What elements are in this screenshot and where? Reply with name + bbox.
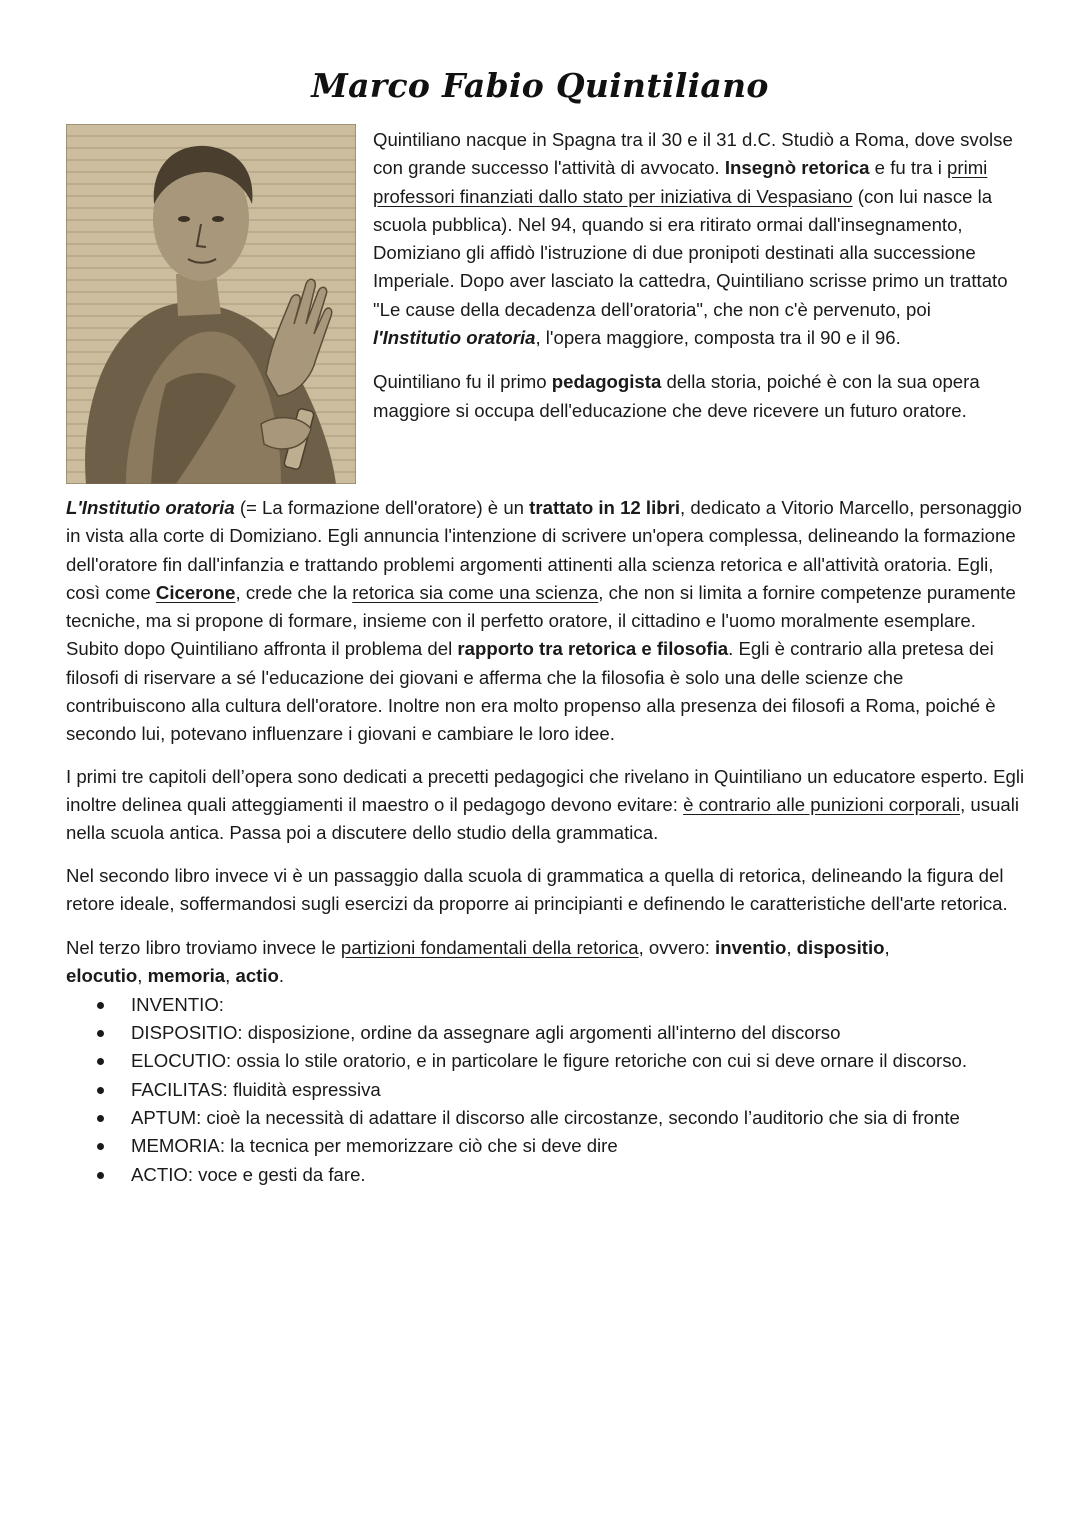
- paragraph-institutio: L'Institutio oratoria (= La formazione dell'oratore) è un trattato in 12 libri, dedicato a Vitorio Marcello, personaggio in vista alla corte di Domiziano. Egli annuncia l'intenzione di scrivere un'opera complessa, delineando la formazione dell'oratore fin dall'infanzia e trattando problemi argomenti attinenti alla scienza retorica e all'attività oratoria. Egli, così come Cicerone, crede che la retorica sia come una scienza, che non si limita a fornire competenze puramente tecniche, ma si propone di formare, insieme con il perfetto oratore, il cittadino e l'uomo moralmente esemplare. Subito dopo Quintiliano affronta il problema del rapporto tra retorica e filosofia. Egli è contrario alla pretesa dei filosofi di riservare a sé l'educazione dei giovani e afferma che la filosofia è solo una delle scienze che contribuiscono alla cultura dell'oratore. Inoltre non era molto propenso alla presenza dei filosofi a Roma, poiché è secondo lui, potevano influenzare i giovani e cambiare le loro idee.: [66, 497, 1022, 745]
- list-item: FACILITAS: fluidità espressiva: [66, 1076, 1026, 1104]
- list-item: MEMORIA: la tecnica per memorizzare ciò che si deve dire: [66, 1132, 1026, 1160]
- list-item: DISPOSITIO: disposizione, ordine da assegnare agli argomenti all'interno del discorso: [66, 1019, 1026, 1047]
- intro-text: [373, 126, 1013, 425]
- quintilian-portrait: [66, 124, 356, 484]
- list-item: ELOCUTIO: ossia lo stile oratorio, e in particolare le figure retoriche con cui si deve ornare il discorso.: [66, 1047, 1026, 1075]
- intro-paragraph-pedagogist: Quintiliano fu il primo pedagogista della storia, poiché è con la sua opera maggiore si occupa dell'educazione che deve ricevere un futuro oratore.: [373, 371, 980, 421]
- list-item: APTUM: cioè la necessità di adattare il discorso alle circostanze, secondo l’auditorio che sia di fronte: [66, 1104, 1026, 1132]
- main-text: [66, 494, 1026, 1189]
- paragraph-second-book: Nel secondo libro invece vi è un passaggio dalla scuola di grammatica a quella di retorica, delineando la figura del retore ideale, soffermandosi sugli esercizi da proporre ai principianti e definendo le caratteristiche dell'arte retorica.: [66, 864, 1008, 914]
- paragraph-third-book: Nel terzo libro troviamo invece le partizioni fondamentali della retorica, ovvero: inventio, dispositio, elocutio, memoria, actio.: [66, 937, 890, 987]
- intro-paragraph-biography: Quintiliano nacque in Spagna tra il 30 e il 31 d.C. Studiò a Roma, dove svolse con grande successo l'attività di avvocato. Insegnò retorica e fu tra i primi professori finanziati dallo stato per iniziativa di Vespasiano (con lui nasce la scuola pubblica). Nel 94, quando si era ritirato ormai dall'insegnamento, Domiziano gli affidò l'istruzione di due pronipoti destinati alla successione Imperiale. Dopo aver lasciato la cattedra, Quintiliano scrisse primo un trattato "Le cause della decadenza dell'oratoria", che non c'è pervenuto, poi l'Institutio oratoria, l'opera maggiore, composta tra il 90 e il 96.: [373, 129, 1013, 349]
- list-item: INVENTIO:: [66, 991, 1026, 1019]
- rhetoric-partitions-list: [66, 991, 1026, 1189]
- paragraph-first-chapters: I primi tre capitoli dell’opera sono dedicati a precetti pedagogici che rivelano in Quintiliano un educatore esperto. Egli inoltre delinea quali atteggiamenti il maestro o il pedagogo devono evitare: è contrario alle punizioni corporali, usuali nella scuola antica. Passa poi a discutere dello studio della grammatica.: [66, 765, 1025, 844]
- page-title: Marco Fabio Quintiliano: [311, 66, 769, 105]
- list-item: ACTIO: voce e gesti da fare.: [66, 1161, 1026, 1189]
